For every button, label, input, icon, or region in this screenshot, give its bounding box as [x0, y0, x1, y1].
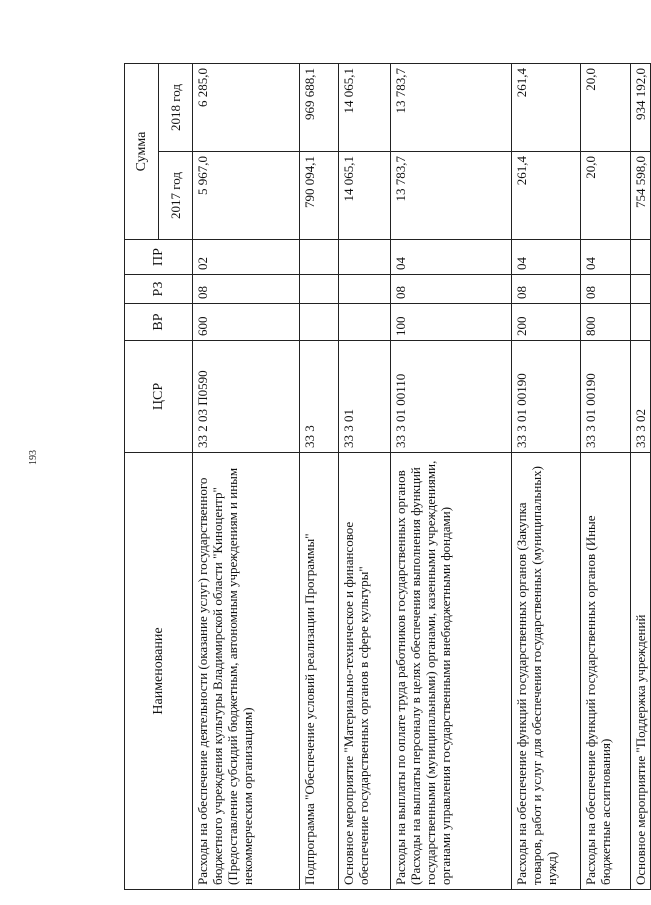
- header-name: Наименование: [125, 453, 193, 890]
- row-sum-2017: 261,4: [512, 152, 581, 240]
- table-row: [581, 64, 631, 890]
- row-name: Расходы на обеспечение функций государственных органов (Иные бюджетные ассигнования): [581, 453, 631, 890]
- row-sum-2018: 969 688,1: [300, 64, 339, 152]
- page-number: 193: [28, 450, 39, 465]
- row-sum-2018: 14 065,1: [339, 64, 391, 152]
- row-rz: 08: [581, 275, 631, 304]
- row-rz: 08: [391, 275, 512, 304]
- table-row: [631, 64, 651, 890]
- row-name: Расходы на обеспечение функций государственных органов (Закупка товаров, работ и услуг для обеспечения государственных (муниципальных) нужд): [512, 453, 581, 890]
- row-vr: 600: [193, 304, 300, 341]
- row-rz: [631, 275, 651, 304]
- row-sum-2017: 20,0: [581, 152, 631, 240]
- row-vr: [300, 304, 339, 341]
- header-sum: Сумма: [125, 64, 159, 240]
- table-row: [193, 64, 300, 890]
- header-csr: ЦСР: [125, 341, 193, 453]
- row-csr: 33 3 01: [339, 341, 391, 453]
- header-2018: 2018 год: [159, 64, 193, 152]
- row-pr: [300, 240, 339, 275]
- row-pr: [631, 240, 651, 275]
- row-sum-2018: 20,0: [581, 64, 631, 152]
- row-pr: [339, 240, 391, 275]
- row-csr: 33 3 01 00190: [512, 341, 581, 453]
- table-row: [339, 64, 391, 890]
- table-row: [391, 64, 512, 890]
- row-sum-2017: 5 967,0: [193, 152, 300, 240]
- header-pr: ПР: [125, 240, 193, 275]
- row-pr: 04: [391, 240, 512, 275]
- table-row: [512, 64, 581, 890]
- row-vr: [339, 304, 391, 341]
- row-sum-2017: 13 783,7: [391, 152, 512, 240]
- row-csr: 33 3: [300, 341, 339, 453]
- row-rz: 08: [512, 275, 581, 304]
- row-csr: 33 3 02: [631, 341, 651, 453]
- row-vr: 200: [512, 304, 581, 341]
- row-rz: 08: [193, 275, 300, 304]
- row-name: Основное мероприятие "Материально-техническое и финансовое обеспечение государственных органов в сфере культуры": [339, 453, 391, 890]
- row-vr: [631, 304, 651, 341]
- row-pr: 04: [512, 240, 581, 275]
- row-sum-2017: 754 598,0: [631, 152, 651, 240]
- row-csr: 33 3 01 00110: [391, 341, 512, 453]
- header-vr: ВР: [125, 304, 193, 341]
- table-row: [300, 64, 339, 890]
- row-sum-2018: 934 192,0: [631, 64, 651, 152]
- row-vr: 800: [581, 304, 631, 341]
- row-sum-2018: 6 285,0: [193, 64, 300, 152]
- row-sum-2018: 261,4: [512, 64, 581, 152]
- row-rz: [300, 275, 339, 304]
- row-rz: [339, 275, 391, 304]
- budget-table: [124, 63, 651, 890]
- row-name: Расходы на обеспечение деятельности (оказание услуг) государственного бюджетного учреждения культуры Владимирской области "Киноцентр" (Предоставление субсидий бюджетным, автономным учреждениям и иным некоммерческим организациям): [193, 453, 300, 890]
- row-sum-2018: 13 783,7: [391, 64, 512, 152]
- row-name: Расходы на выплаты по оплате труда работников государственных органов (Расходы на выплаты персоналу в целях обеспечения выполнения функций государственными (муниципальными) органами, казенными учреждениями, органами управления государственными внебюджетными фондами): [391, 453, 512, 890]
- row-name: Основное мероприятие "Поддержка учреждений: [631, 453, 651, 890]
- row-csr: 33 3 01 00190: [581, 341, 631, 453]
- row-csr: 33 2 03 П0590: [193, 341, 300, 453]
- row-name: Подпрограмма "Обеспечение условий реализации Программы": [300, 453, 339, 890]
- budget-table-container: [124, 64, 648, 890]
- row-sum-2017: 14 065,1: [339, 152, 391, 240]
- row-vr: 100: [391, 304, 512, 341]
- row-pr: 02: [193, 240, 300, 275]
- header-2017: 2017 год: [159, 152, 193, 240]
- row-pr: 04: [581, 240, 631, 275]
- header-rz: РЗ: [125, 275, 193, 304]
- row-sum-2017: 790 094,1: [300, 152, 339, 240]
